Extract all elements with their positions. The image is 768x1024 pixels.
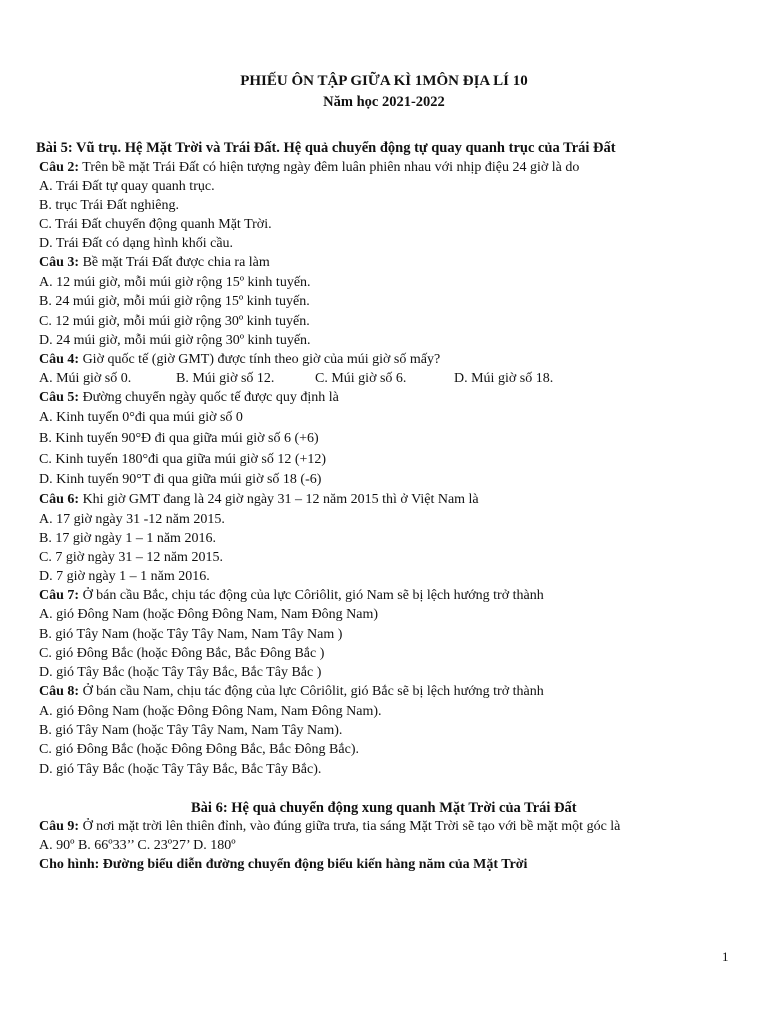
option: B. gió Tây Nam (hoặc Tây Tây Nam, Nam Tây Nam).: [39, 723, 343, 738]
option: B. 24 múi giờ, mỗi múi giờ rộng 15º kinh tuyến.: [39, 294, 310, 309]
option: C. Trái Đất chuyển động quanh Mặt Trời.: [39, 217, 272, 232]
question-3: [39, 254, 270, 272]
option: D. gió Tây Bắc (hoặc Tây Tây Bắc, Bắc Tây Bắc).: [39, 762, 322, 777]
option: C. Múi giờ số 6.: [315, 371, 407, 386]
school-year: Năm học 2021-2022: [323, 94, 445, 110]
option: B. Kinh tuyến 90°Đ đi qua giữa múi giờ số 6 (+6): [39, 431, 319, 446]
question-5: [39, 389, 339, 407]
option: D. Múi giờ số 18.: [454, 371, 554, 386]
question-text: Đường chuyển ngày quốc tế được quy định là: [79, 390, 339, 405]
question-label: Câu 4:: [39, 352, 80, 367]
options-row: A. 90º B. 66º33’’ C. 23º27’ D. 180º: [39, 838, 236, 853]
question-6: [39, 491, 479, 509]
question-label: Câu 9:: [39, 819, 80, 834]
question-label: Câu 7:: [39, 588, 80, 603]
option: D. Trái Đất có dạng hình khối cầu.: [39, 236, 234, 251]
option: A. Kinh tuyến 0°đi qua múi giờ số 0: [39, 410, 243, 425]
question-label: Câu 6:: [39, 492, 80, 507]
option: C. Kinh tuyến 180°đi qua giữa múi giờ số 12 (+12): [39, 452, 327, 467]
question-text: Trên bề mặt Trái Đất có hiện tượng ngày đêm luân phiên nhau với nhịp điệu 24 giờ là do: [79, 160, 580, 175]
option: A. Trái Đất tự quay quanh trục.: [39, 179, 215, 194]
question-text: Ở nơi mặt trời lên thiên đỉnh, vào đúng giữa trưa, tia sáng Mặt Trời sẽ tạo với bề mặt một góc là: [79, 819, 621, 834]
question-label: Câu 2:: [39, 160, 80, 175]
lesson5-heading: Bài 5: Vũ trụ. Hệ Mặt Trời và Trái Đất. Hệ quả chuyển động tự quay quanh trục của Trái Đất: [36, 140, 616, 156]
option: B. trục Trái Đất nghiêng.: [39, 198, 179, 213]
question-text: Giờ quốc tế (giờ GMT) được tính theo giờ của múi giờ số mấy?: [79, 352, 441, 367]
document-title: PHIẾU ÔN TẬP GIỮA KÌ 1MÔN ĐỊA LÍ 10: [240, 73, 528, 89]
question-text: Bề mặt Trái Đất được chia ra làm: [79, 255, 270, 270]
option: A. gió Đông Nam (hoặc Đông Đông Nam, Nam Đông Nam).: [39, 704, 382, 719]
figure-caption: Cho hình: Đường biểu diễn đường chuyển động biểu kiến hàng năm của Mặt Trời: [39, 857, 528, 872]
option: C. gió Đông Bắc (hoặc Đông Đông Bắc, Bắc Đông Bắc).: [39, 742, 359, 757]
lesson6-heading: Bài 6: Hệ quả chuyển động xung quanh Mặt Trời của Trái Đất: [191, 800, 577, 816]
question-8: [39, 683, 544, 701]
option: A. Múi giờ số 0.: [39, 371, 132, 386]
page-number: 1: [722, 949, 729, 964]
option: C. 7 giờ ngày 31 – 12 năm 2015.: [39, 550, 223, 565]
question-2: [39, 159, 579, 177]
question-text: Ở bán cầu Bắc, chịu tác động của lực Côriôlit, gió Nam sẽ bị lệch hướng trở thành: [79, 588, 544, 603]
option: A. 17 giờ ngày 31 -12 năm 2015.: [39, 512, 225, 527]
question-label: Câu 5:: [39, 390, 80, 405]
option: D. gió Tây Bắc (hoặc Tây Tây Bắc, Bắc Tây Bắc ): [39, 665, 322, 680]
question-label: Câu 3:: [39, 255, 80, 270]
option: B. 17 giờ ngày 1 – 1 năm 2016.: [39, 531, 216, 546]
question-7: [39, 587, 544, 605]
option: D. 7 giờ ngày 1 – 1 năm 2016.: [39, 569, 210, 584]
question-label: Câu 8:: [39, 684, 80, 699]
options-row: [39, 370, 553, 388]
option: D. 24 múi giờ, mỗi múi giờ rộng 30º kinh tuyến.: [39, 333, 311, 348]
question-9: [39, 818, 620, 836]
question-4: [39, 351, 440, 369]
option: B. gió Tây Nam (hoặc Tây Tây Nam, Nam Tây Nam ): [39, 627, 343, 642]
option: B. Múi giờ số 12.: [176, 371, 275, 386]
option: D. Kinh tuyến 90°T đi qua giữa múi giờ số 18 (-6): [39, 472, 322, 487]
option: C. gió Đông Bắc (hoặc Đông Bắc, Bắc Đông Bắc ): [39, 646, 325, 661]
option: A. gió Đông Nam (hoặc Đông Đông Nam, Nam Đông Nam): [39, 607, 379, 622]
question-text: Ở bán cầu Nam, chịu tác động của lực Côriôlit, gió Bắc sẽ bị lệch hướng trở thành: [79, 684, 544, 699]
question-text: Khi giờ GMT đang là 24 giờ ngày 31 – 12 năm 2015 thì ở Việt Nam là: [79, 492, 479, 507]
option: C. 12 múi giờ, mỗi múi giờ rộng 30º kinh tuyến.: [39, 314, 310, 329]
option: A. 12 múi giờ, mỗi múi giờ rộng 15º kinh tuyến.: [39, 275, 311, 290]
